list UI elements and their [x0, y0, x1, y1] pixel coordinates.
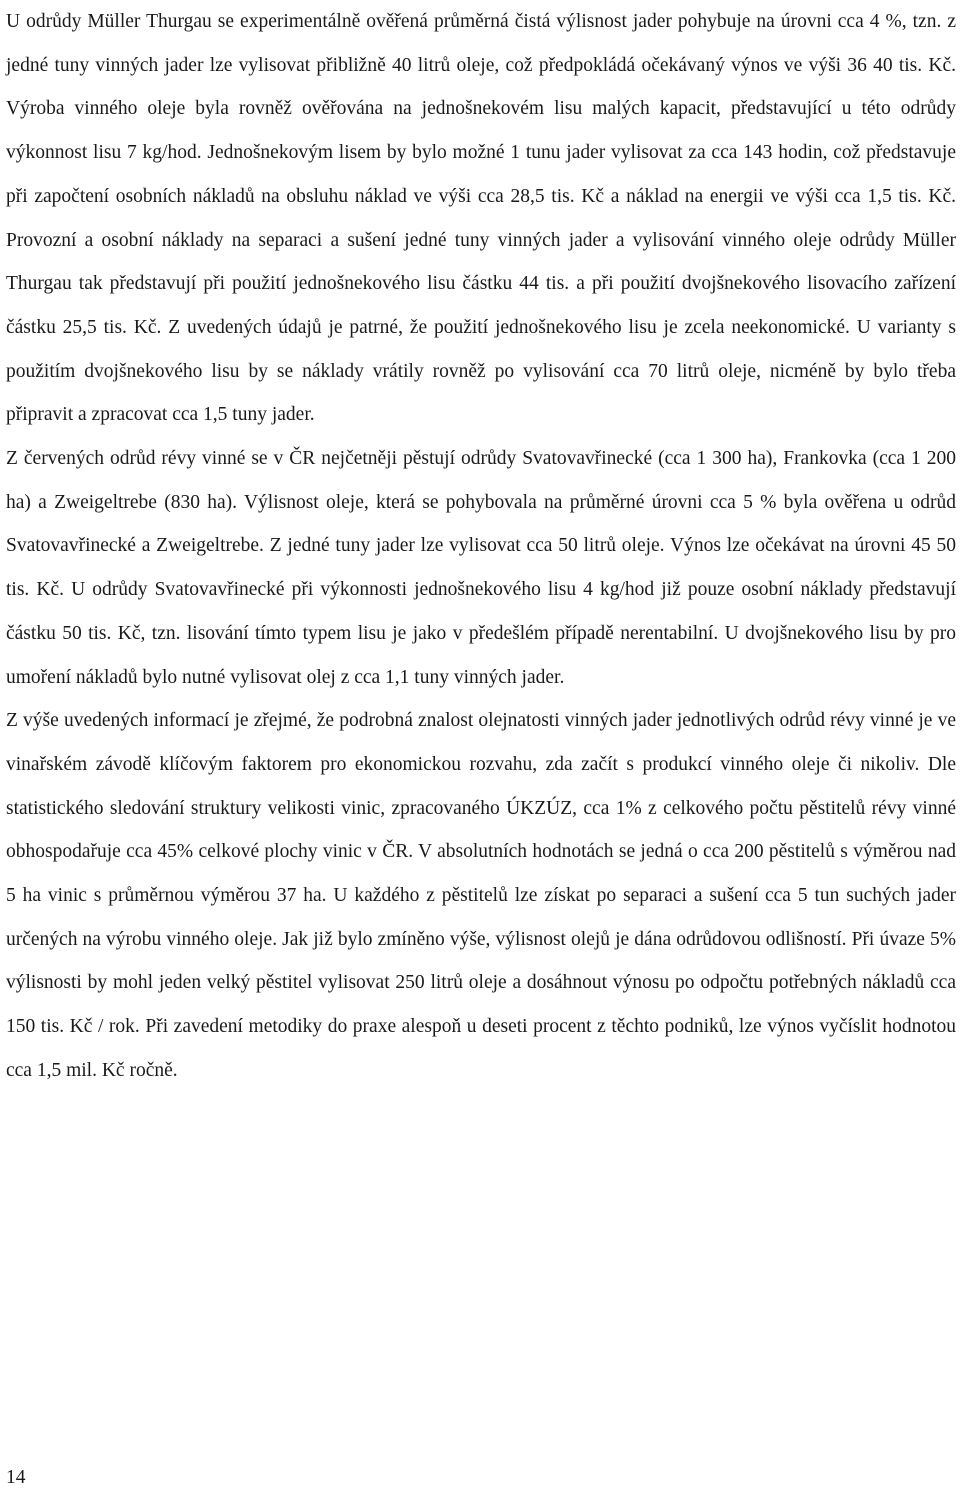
paragraph-muller-thurgau: U odrůdy Müller Thurgau se experimentálně ověřená průměrná čistá výlisnost jader pohybuje na úrovni cca 4 %, tzn. z jedné tuny vinných jader lze vylisovat přibližně 40 litrů oleje, což předpokládá očekávaný výnos ve výši 36 40 tis. Kč. Výroba vinného oleje byla rovněž ověřována na jednošnekovém lisu malých kapacit, představující u této odrůdy výkonnost lisu 7 kg/hod. Jednošnekovým lisem by bylo možné 1 tunu jader vylisovat za cca 143 hodin, což představuje při započtení osobních nákladů na obsluhu náklad ve výši cca 28,5 tis. Kč a náklad na energii ve výši cca 1,5 tis. Kč. Provozní a osobní náklady na separaci a sušení jedné tuny vinných jader a vylisování vinného oleje odrůdy Müller Thurgau tak představují při použití jednošnekového lisu částku 44 tis. a při použití dvojšnekového lisovacího zařízení částku 25,5 tis. Kč. Z uvedených údajů je patrné, že použití jednošnekového lisu je zcela neekonomické. U varianty s použitím dvojšnekového lisu by se náklady vrátily rovněž po vylisování cca 70 litrů oleje, nicméně by bylo třeba připravit a zpracovat cca 1,5 tuny jader. [6, 11, 956, 426]
page-number: 14 [6, 1467, 26, 1488]
paragraph-conclusion: Z výše uvedených informací je zřejmé, že podrobná znalost olejnatosti vinných jader jednotlivých odrůd révy vinné je ve vinařském závodě klíčovým faktorem pro ekonomickou rozvahu, zda začít s produkcí vinného oleje či nikoliv. Dle statistického sledování struktury velikosti vinic, zpracovaného ÚKZÚZ, cca 1% z celkového počtu pěstitelů révy vinné obhospodařuje cca 45% celkové plochy vinic v ČR. V absolutních hodnotách se jedná o cca 200 pěstitelů s výměrou nad 5 ha vinic s průměrnou výměrou 37 ha. U každého z pěstitelů lze získat po separaci a sušení cca 5 tun suchých jader určených na výrobu vinného oleje. Jak již bylo zmíněno výše, výlisnost olejů je dána odrůdovou odlišností. Při úvaze 5% výlisnosti by mohl jeden velký pěstitel vylisovat 250 litrů oleje a dosáhnout výnosu po odpočtu potřebných nákladů cca 150 tis. Kč / rok. Při zavedení metodiky do praxe alespoň u deseti procent z těchto podniků, lze výnos vyčíslit hodnotou cca 1,5 mil. Kč ročně. [6, 710, 956, 1081]
document-page [6, 0, 956, 1496]
paragraph-red-varieties: Z červených odrůd révy vinné se v ČR nejčetněji pěstují odrůdy Svatovavřinecké (cca 1 300 ha), Frankovka (cca 1 200 ha) a Zweigeltrebe (830 ha). Výlisnost oleje, která se pohybovala na průměrné úrovni cca 5 % byla ověřena u odrůd Svatovavřinecké a Zweigeltrebe. Z jedné tuny jader lze vylisovat cca 50 litrů oleje. Výnos lze očekávat na úrovni 45 50 tis. Kč. U odrůdy Svatovavřinecké při výkonnosti jednošnekového lisu 4 kg/hod již pouze osobní náklady představují částku 50 tis. Kč, tzn. lisování tímto typem lisu je jako v předešlém případě nerentabilní. U dvojšnekového lisu by pro umoření nákladů bylo nutné vylisovat olej z cca 1,1 tuny vinných jader. [6, 448, 956, 688]
